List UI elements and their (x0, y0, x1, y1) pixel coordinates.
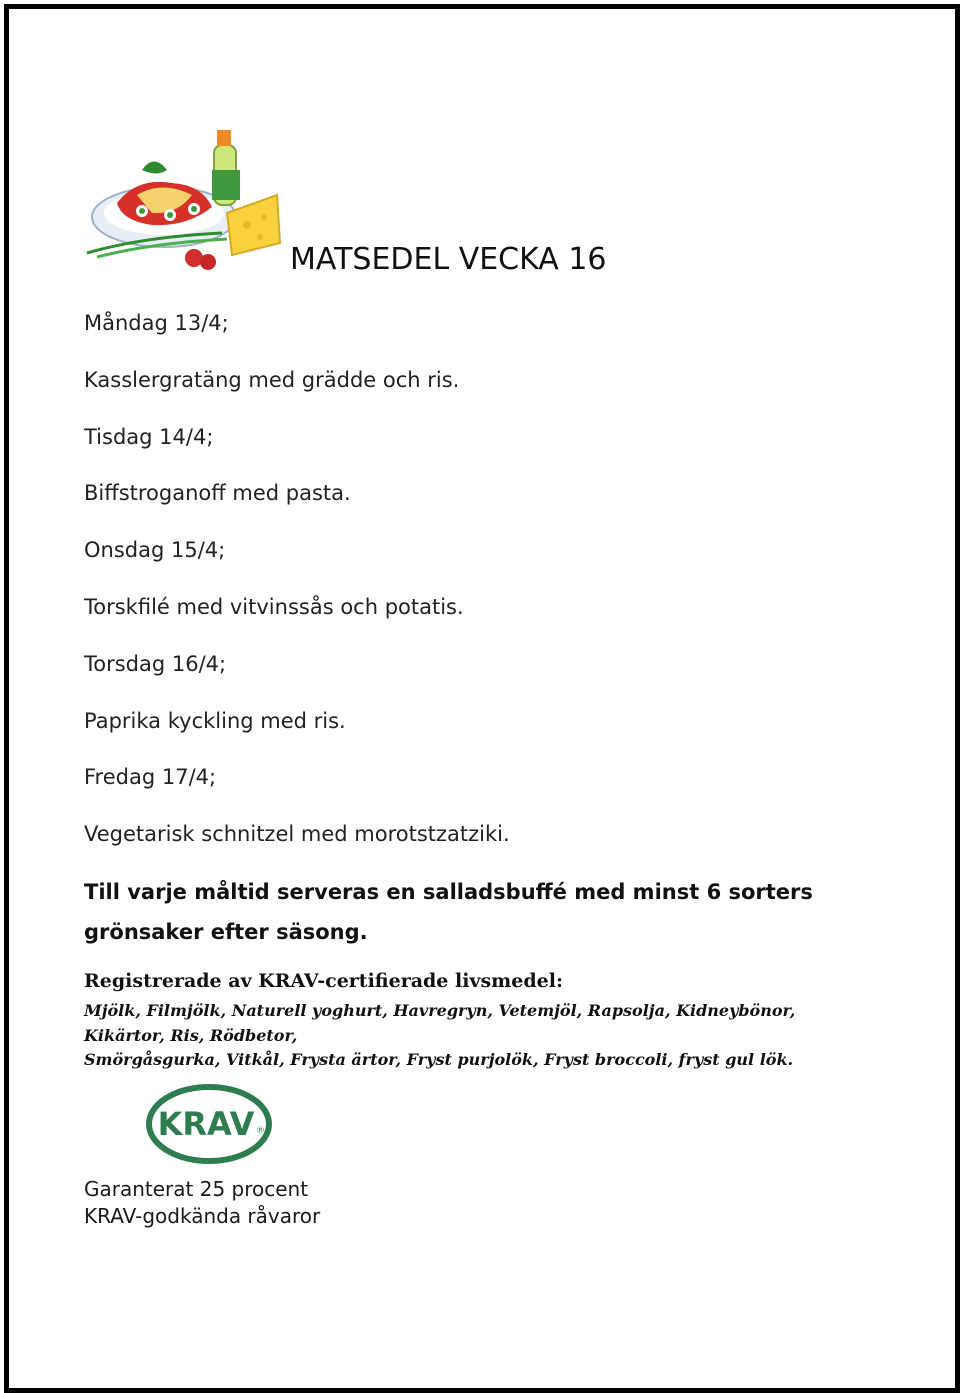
krav-product-line: Kikärtor, Ris, Rödbetor, (84, 1025, 298, 1045)
krav-heading: Registrerade av KRAV-certifierade livsmedel: (84, 970, 563, 992)
menu-day: Måndag 13/4; (84, 311, 229, 335)
krav-product-line: Smörgåsgurka, Vitkål, Frysta ärtor, Fryst purjolök, Fryst broccoli, fryst gul lök. (84, 1050, 794, 1069)
svg-text:®: ® (256, 1126, 265, 1136)
menu-day: Tisdag 14/4; (84, 424, 214, 449)
menu-dish: Kasslergratäng med grädde och ris. (84, 367, 460, 392)
food-clipart (82, 125, 282, 275)
krav-caption (84, 1176, 320, 1230)
salad-buffet-notice: Till varje måltid serveras en salladsbuffé med minst 6 sorters grönsaker efter säsong. (84, 880, 813, 944)
krav-logo (144, 1083, 274, 1165)
krav-caption-line: Garanterat 25 procent (84, 1177, 309, 1201)
krav-caption-line: KRAV-godkända råvaror (84, 1204, 321, 1228)
krav-product-line: Mjölk, Filmjölk, Naturell yoghurt, Havregryn, Vetemjöl, Rapsolja, Kidneybönor, (84, 1001, 796, 1020)
weekly-menu (84, 305, 904, 873)
menu-dish: Biffstroganoff med pasta. (84, 481, 351, 506)
menu-dish: Torskfilé med vitvinssås och potatis. (84, 594, 464, 619)
menu-day: Fredag 17/4; (84, 765, 217, 790)
menu-day: Torsdag 16/4; (84, 651, 227, 676)
menu-day: Onsdag 15/4; (84, 538, 226, 563)
krav-logo-text: KRAV (157, 1105, 255, 1143)
krav-product-list (84, 999, 884, 1073)
menu-dish: Vegetarisk schnitzel med morotstzatziki. (84, 822, 510, 847)
page-title: MATSEDEL VECKA 16 (290, 242, 607, 277)
menu-dish: Paprika kyckling med ris. (84, 708, 346, 733)
